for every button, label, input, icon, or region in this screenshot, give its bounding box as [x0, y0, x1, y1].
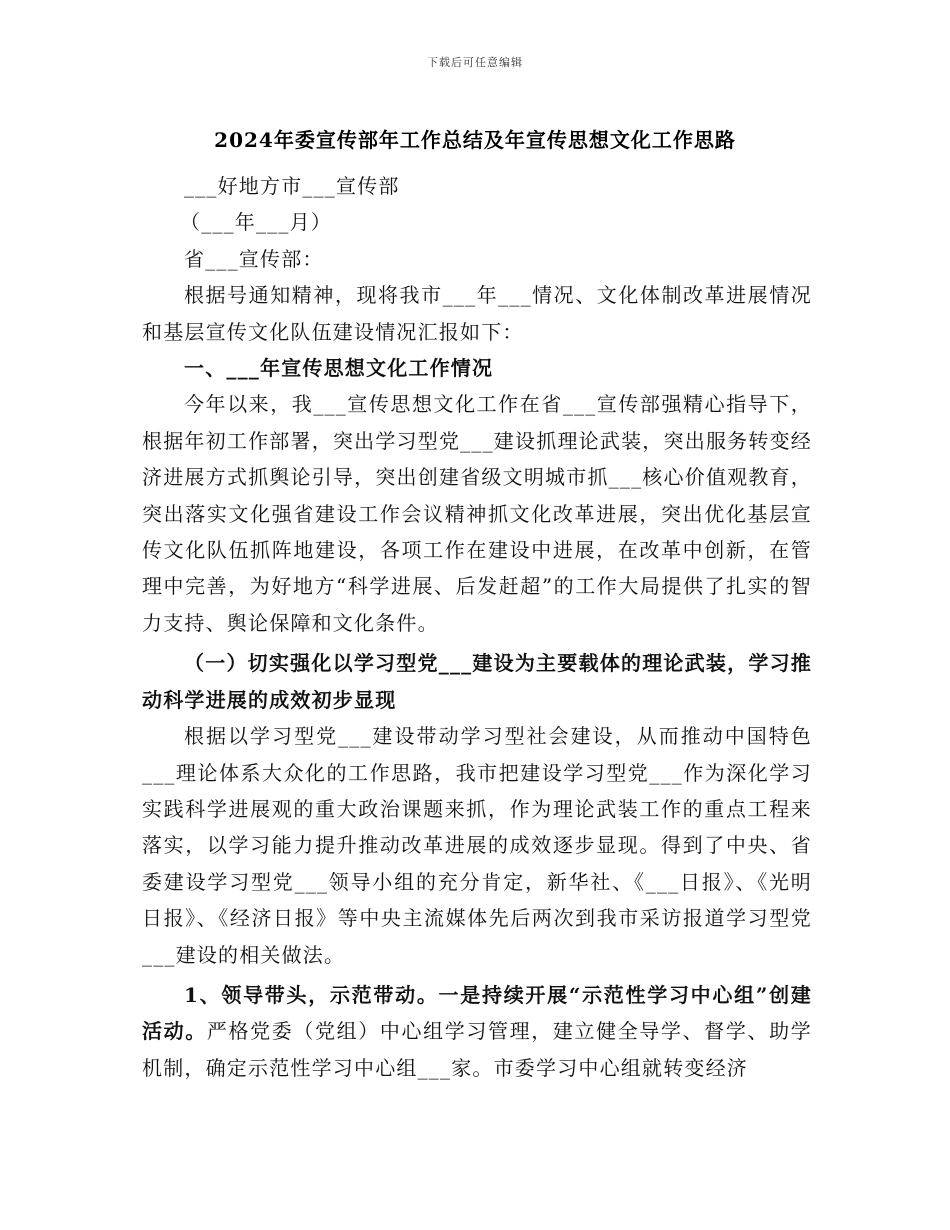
document-title: 2024年委宣传部年工作总结及年宣传思想文化工作思路 [214, 128, 736, 152]
intro-paragraph: 根据号通知精神，现将我市___年___情况、文化体制改革进展情况和基层宣传文化队伍建设情况汇报如下： [142, 283, 812, 344]
org-line: ___好地方市___宣传部 [184, 174, 400, 198]
item-paragraph [142, 977, 812, 1086]
recipient-line: 省___宣传部： [184, 246, 324, 271]
item-lead: 1、领导带头，示范带动。一是持续开展“示范性学习中心组”创建活动。 [142, 982, 812, 1044]
section-heading: 一、___年宣传思想文化工作情况 [184, 356, 494, 381]
document-body [142, 168, 812, 1086]
item-text: 严格党委（党组）中心组学习管理，建立健全导学、督学、助学机制，确定示范性学习中心组___家。市委学习中心组就转变经济 [142, 1019, 812, 1080]
subsection-heading: （一）切实强化以学习型党___建设为主要载体的理论武装，学习推动科学进展的成效初步显现 [142, 651, 812, 712]
section-paragraph: 今年以来，我___宣传思想文化工作在省___宣传部强精心指导下，根据年初工作部署，突出学习型党___建设抓理论武装，突出服务转变经济进展方式抓舆论引导，突出创建省级文明城市抓___核心价值观教育，突出落实文化强省建设工作会议精神抓文化改革进展，突出优化基层宣传文化队伍抓阵地建设，各项工作在建设中进展，在改革中创新，在管理中完善，为好地方“科学进展、后发赶超”的工作大局提供了扎实的智力支持、舆论保障和文化条件。 [142, 392, 812, 635]
download-note: 下载后可任意编辑 [427, 56, 523, 69]
date-line: （___年___月） [180, 210, 332, 235]
subsection-paragraph: 根据以学习型党___建设带动学习型社会建设，从而推动中国特色___理论体系大众化的工作思路，我市把建设学习型党___作为深化学习实践科学进展观的重大政治课题来抓，作为理论武装工作的重点工程来落实，以学习能力提升推动改革进展的成效逐步显现。得到了中央、省委建设学习型党___领导小组的充分肯定，新华社、《___日报》、《光明日报》、《经济日报》等中央主流媒体先后两次到我市采访报道学习型党___建设的相关做法。 [142, 724, 812, 967]
